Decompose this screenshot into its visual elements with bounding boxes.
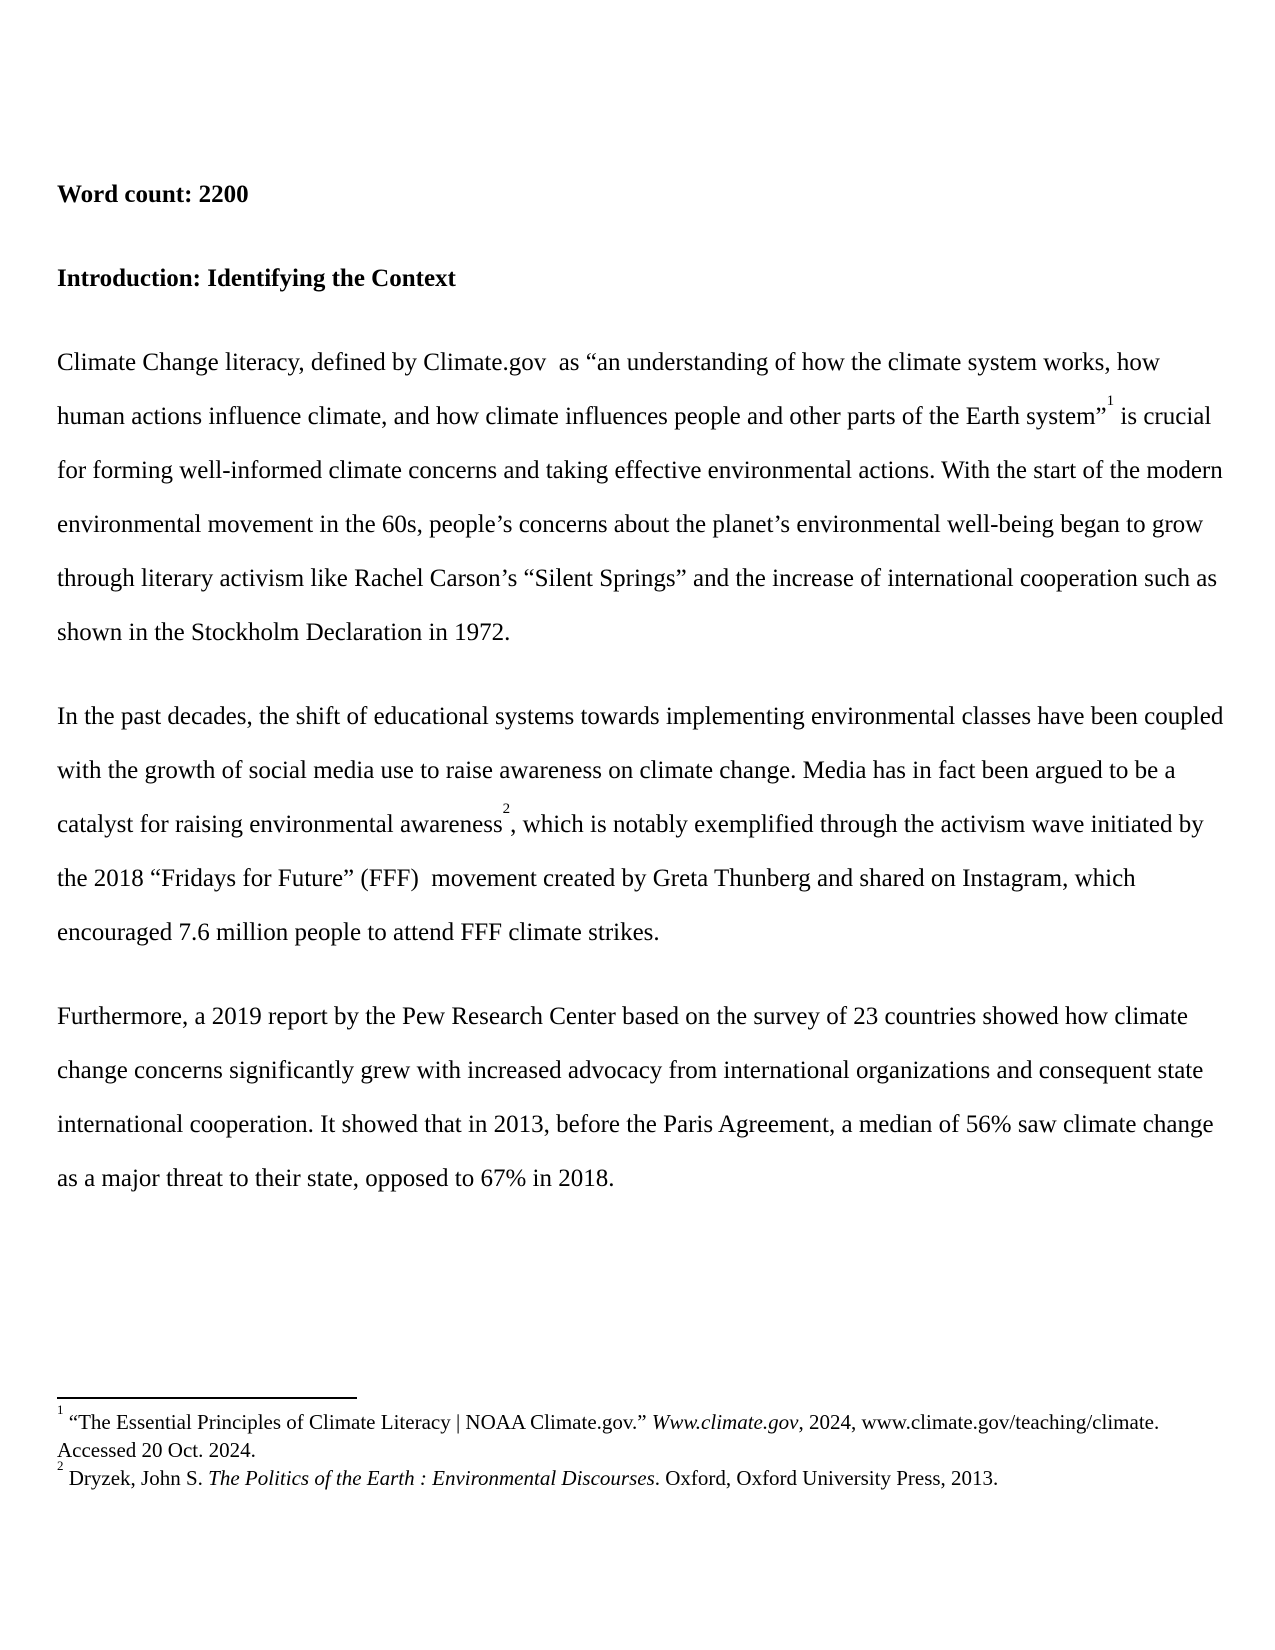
body-paragraph-2 [57,690,1230,960]
footnote-2-text: Dryzek, John S. [63,1466,209,1490]
footnote-ref-1: 1 [1106,392,1115,409]
footnote-1 [57,1402,1225,1464]
footnote-2-source-title: The Politics of the Earth : Environmental Discourses [208,1466,655,1490]
body-paragraph-3 [57,990,1225,1206]
body-paragraph-1 [57,336,1229,660]
footnote-1-marker: 1 [57,1402,64,1417]
footnote-1-source-title: Www.climate.gov [651,1410,799,1434]
paragraph-2-text: In the past decades, the shift of educational systems towards implementing environmental classes have been coupled with the growth of social media use to raise awareness on climate change. Media has in fact been argued to be a catalyst for raising environmental awareness [57,703,1230,838]
paragraph-1-text: Climate Change literacy, defined by Climate.gov as “an understanding of how the climate system works, how human actions influence climate, and how climate influences people and other parts of the Earth system” [57,349,1167,430]
footnote-2 [57,1458,1225,1492]
footnote-1-text: “The Essential Principles of Climate Literacy | NOAA Climate.gov.” [63,1410,652,1434]
footnote-separator [57,1397,357,1399]
paragraph-2-text-cont: , which is notably exemplified through the activism wave initiated by the 2018 “Fridays for Future” (FFF) movement created by Greta Thunberg and shared on Instagram, which encouraged 7.6 million people to attend FFF climate strikes. [57,811,1211,946]
document-content [57,168,1230,1236]
paragraph-3-text: Furthermore, a 2019 report by the Pew Research Center based on the survey of 23 countries showed how climate change concerns significantly grew with increased advocacy from international organizations and consequent state international cooperation. It showed that in 2013, before the Paris Agreement, a median of 56% saw climate change as a major threat to their state, opposed to 67% in 2018. [57,1003,1220,1192]
footnote-2-text-cont: . Oxford, Oxford University Press, 2013. [654,1466,999,1490]
paragraph-1-text-cont: is crucial for forming well-informed climate concerns and taking effective environmental actions. With the start of the modern environmental movement in the 60s, people’s concerns about the planet’s environmental well-being began to grow through literary activism like Rachel Carson’s “Silent Springs” and the increase of international cooperation such as shown in the Stockholm Declaration in 1972. [57,403,1229,646]
footnotes-section [57,1397,1225,1492]
footnote-1-text-cont: , 2024, www.climate.gov/teaching/climate. Accessed 20 Oct. 2024. [57,1410,1164,1462]
section-heading: Introduction: Identifying the Context [57,265,456,292]
word-count: Word count: 2200 [57,181,249,208]
footnote-ref-2: 2 [502,800,511,817]
footnote-2-marker: 2 [57,1458,64,1473]
